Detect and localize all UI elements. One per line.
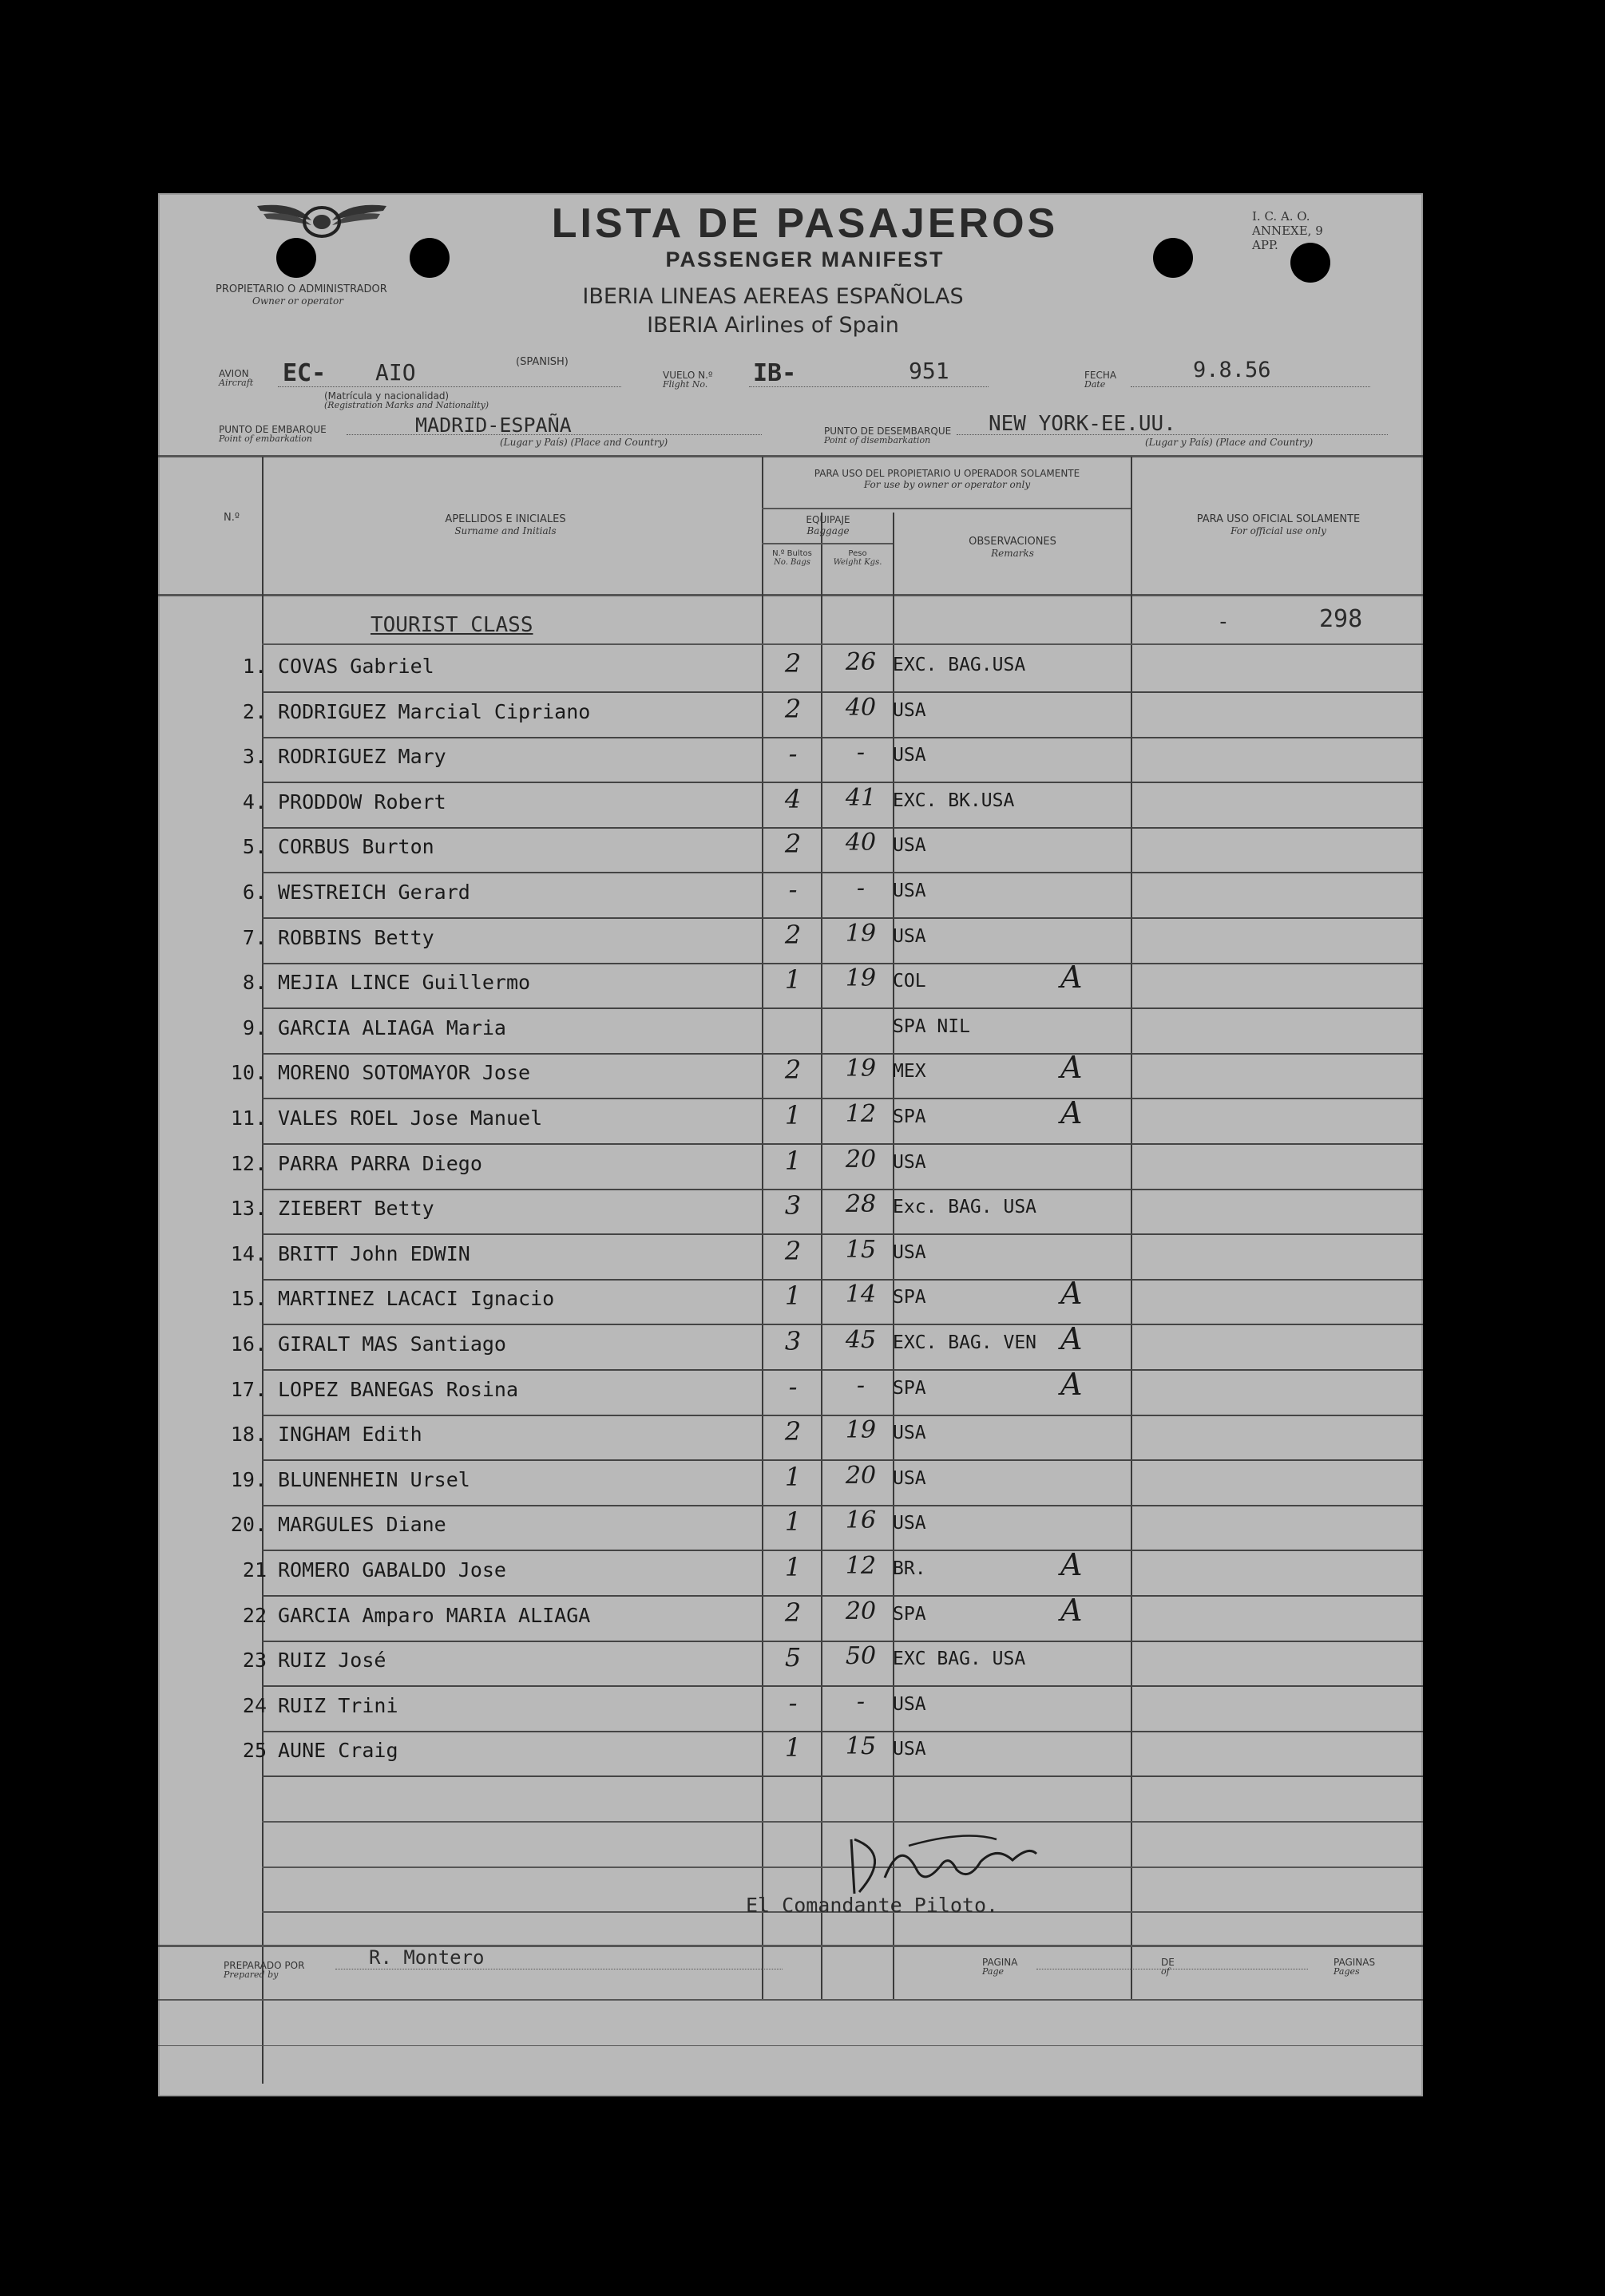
- baggage-bulk: 1: [784, 1145, 802, 1176]
- baggage-bulk: 2: [784, 919, 802, 950]
- date-underline: [1131, 386, 1370, 387]
- embark-note: (Lugar y País) (Place and Country): [500, 437, 668, 448]
- table-bottom-border: [158, 1945, 1423, 1947]
- punch-hole-center-left: [410, 238, 450, 278]
- passenger-name: MORENO SOTOMAYOR Jose: [278, 1061, 531, 1085]
- passenger-row: [158, 1050, 1423, 1099]
- baggage-weight: 16: [845, 1506, 877, 1535]
- passenger-name: AUNE Craig: [278, 1739, 398, 1763]
- baggage-weight: -: [856, 1371, 866, 1399]
- passenger-number: 17.: [230, 1377, 267, 1401]
- passenger-remarks: USA: [893, 1241, 926, 1263]
- header-bottom-border: [158, 594, 1423, 596]
- punch-hole-center-right: [1153, 238, 1193, 278]
- baggage-bulk: -: [788, 1371, 798, 1402]
- baggage-bulk: 5: [784, 1642, 802, 1673]
- passenger-row: [158, 1416, 1423, 1461]
- passenger-name: INGHAM Edith: [278, 1423, 422, 1447]
- passenger-remarks: USA: [893, 745, 926, 766]
- passenger-number: 1.: [242, 655, 267, 678]
- flight-prefix: IB-: [753, 359, 797, 387]
- handwritten-mark: A: [1060, 1547, 1083, 1582]
- baggage-weight: 14: [845, 1281, 877, 1309]
- baggage-bulk: 2: [784, 1597, 802, 1628]
- passenger-number: 25: [242, 1739, 267, 1763]
- passenger-name: VALES ROEL Jose Manuel: [278, 1106, 543, 1130]
- passenger-row: [158, 1321, 1423, 1371]
- of-label-en: of: [1161, 1966, 1170, 1977]
- baggage-weight: 12: [845, 1552, 877, 1580]
- col-header-remarks: [894, 536, 1131, 559]
- pages-label-es: PAGINAS: [1334, 1957, 1376, 1968]
- of-label: [1161, 1958, 1175, 1977]
- passenger-remarks: USA: [893, 699, 926, 721]
- col-header-owner-use: [763, 468, 1131, 490]
- col-header-official-en: For official use only: [1230, 525, 1326, 536]
- embark-label-es: PUNTO DE EMBARQUE: [219, 424, 327, 435]
- aircraft-note: [324, 391, 489, 410]
- passenger-remarks: USA: [893, 1423, 926, 1444]
- passenger-name: RODRIGUEZ Marcial Cipriano: [278, 699, 591, 723]
- baggage-weight: 40: [845, 693, 877, 722]
- manifest-sheet: [158, 193, 1423, 2096]
- passenger-remarks: USA: [893, 1513, 926, 1534]
- aircraft-nationality: (SPANISH): [516, 356, 569, 368]
- passenger-number: 10.: [230, 1061, 267, 1085]
- col-header-weight-en: Weight Kgs.: [833, 558, 882, 567]
- passenger-row: [158, 1190, 1423, 1235]
- handwritten-mark: A: [1060, 1095, 1083, 1130]
- baggage-bulk: 2: [784, 1416, 802, 1447]
- owner-label-es: PROPIETARIO O ADMINISTRADOR: [216, 283, 387, 295]
- passenger-remarks: SPA: [893, 1377, 926, 1399]
- row-rule: [262, 1775, 1423, 1777]
- flight-label: [663, 370, 713, 390]
- passenger-name: RODRIGUEZ Mary: [278, 745, 446, 769]
- baggage-weight: -: [856, 1687, 866, 1716]
- date-label-en: Date: [1084, 379, 1106, 390]
- baggage-weight: 19: [845, 919, 877, 948]
- passenger-number: 19.: [230, 1467, 267, 1491]
- passenger-name: COVAS Gabriel: [278, 655, 434, 678]
- baggage-weight: 41: [845, 783, 877, 812]
- date-label: [1084, 370, 1116, 390]
- passenger-name: PRODDOW Robert: [278, 790, 446, 813]
- passenger-name: CORBUS Burton: [278, 835, 434, 859]
- col-header-remarks-en: Remarks: [991, 548, 1034, 559]
- baggage-bulk: 1: [784, 1506, 802, 1538]
- baggage-weight: -: [856, 738, 866, 767]
- baggage-bulk: 1: [784, 1552, 802, 1582]
- passenger-name: GARCIA ALIAGA Maria: [278, 1015, 506, 1039]
- aircraft-label-es: AVION: [219, 368, 249, 379]
- flight-date: 9.8.56: [1193, 358, 1271, 382]
- passenger-name: RUIZ Trini: [278, 1693, 398, 1717]
- col-header-owner-use-en: For use by owner or operator only: [863, 479, 1031, 490]
- passenger-row: [158, 920, 1423, 964]
- aircraft-prefix: EC-: [283, 359, 327, 387]
- icao-line: ANNEXE, 9: [1252, 224, 1323, 238]
- baggage-bulk: 2: [784, 829, 802, 860]
- prepared-label-en: Prepared by: [224, 1969, 279, 1980]
- passenger-row: [158, 1236, 1423, 1281]
- disembark-underline: [957, 434, 1388, 435]
- col-header-baggage-en: Baggage: [806, 525, 850, 536]
- baggage-bulk: 1: [784, 1100, 802, 1130]
- passenger-remarks: COL: [893, 971, 926, 992]
- disembark-note: (Lugar y País) (Place and Country): [1145, 437, 1314, 448]
- passenger-remarks: USA: [893, 1739, 926, 1760]
- section-underline: [262, 643, 1423, 645]
- handwritten-mark: A: [1060, 1366, 1083, 1402]
- disembark-place: NEW YORK-EE.UU.: [989, 412, 1176, 436]
- passenger-name: PARRA PARRA Diego: [278, 1151, 482, 1175]
- passenger-remarks: USA: [893, 881, 926, 901]
- passenger-remarks: EXC BAG. USA: [893, 1649, 1026, 1670]
- passenger-name: BLUNENHEIN Ursel: [278, 1467, 470, 1491]
- passenger-name: LOPEZ BANEGAS Rosina: [278, 1377, 519, 1401]
- baggage-weight: 26: [845, 648, 877, 676]
- passenger-name: MARTINEZ LACACI Ignacio: [278, 1287, 555, 1311]
- aircraft-label-en: Aircraft: [219, 378, 254, 388]
- table-top-border: [158, 455, 1423, 457]
- passenger-row: [158, 1547, 1423, 1597]
- baggage-subheader-line: [762, 543, 893, 544]
- embark-label: [219, 425, 327, 444]
- passenger-row: [158, 1688, 1423, 1732]
- baggage-bulk: 3: [784, 1326, 802, 1356]
- col-header-bulk-en: No. Bags: [774, 558, 810, 567]
- baggage-bulk: 2: [784, 693, 802, 724]
- passenger-remarks: SPA: [893, 1106, 926, 1127]
- baggage-bulk: 2: [784, 1055, 802, 1086]
- col-header-official: [1134, 514, 1423, 536]
- passenger-remarks: SPA: [893, 1603, 926, 1625]
- footer-line-2: [158, 2045, 1423, 2046]
- passenger-number: 9.: [242, 1015, 267, 1039]
- passenger-row: [158, 1462, 1423, 1506]
- baggage-weight: 15: [845, 1235, 877, 1264]
- passenger-remarks: EXC. BK.USA: [893, 790, 1015, 811]
- passenger-row: [158, 829, 1423, 873]
- passenger-remarks: USA: [893, 1467, 926, 1489]
- passenger-row: [158, 960, 1423, 1009]
- col-header-surname-en: Surname and Initials: [454, 525, 557, 536]
- icao-line: I. C. A. O.: [1252, 209, 1310, 224]
- baggage-bulk: -: [788, 874, 798, 905]
- baggage-weight: 20: [845, 1461, 877, 1490]
- passenger-remarks: EXC. BAG. VEN: [893, 1332, 1037, 1353]
- baggage-bulk: 1: [784, 1461, 802, 1492]
- passenger-row: [158, 784, 1423, 829]
- passenger-number: 13.: [230, 1197, 267, 1221]
- aircraft-note-es: (Matrícula y nacionalidad): [324, 390, 450, 402]
- pages-label-en: Pages: [1334, 1966, 1360, 1977]
- passenger-number: 14.: [230, 1241, 267, 1265]
- passenger-name: ZIEBERT Betty: [278, 1197, 434, 1221]
- disembark-label: [824, 426, 951, 445]
- section-class: TOURIST CLASS: [371, 613, 533, 637]
- page-label-es: PAGINA: [982, 1957, 1018, 1968]
- col-header-baggage-es: EQUIPAJE: [806, 514, 850, 525]
- flight-underline: [749, 386, 989, 387]
- col-header-bulk: [763, 549, 821, 567]
- handwritten-mark: A: [1060, 1276, 1083, 1312]
- passenger-remarks: USA: [893, 1151, 926, 1173]
- col-header-official-es: PARA USO OFICIAL SOLAMENTE: [1196, 513, 1361, 525]
- passenger-row: [158, 1366, 1423, 1416]
- baggage-weight: 45: [845, 1326, 877, 1354]
- passenger-remarks: SPA: [893, 1287, 926, 1308]
- passenger-remarks: USA: [893, 835, 926, 857]
- col-header-weight: [822, 549, 893, 567]
- passenger-number: 7.: [242, 925, 267, 949]
- passenger-name: GARCIA Amparo MARIA ALIAGA: [278, 1603, 591, 1627]
- airline-name: [565, 283, 981, 340]
- aircraft-note-en: (Registration Marks and Nationality): [324, 400, 489, 410]
- passenger-row: [158, 874, 1423, 919]
- handwritten-mark: A: [1060, 1592, 1083, 1628]
- passenger-row: [158, 1276, 1423, 1325]
- baggage-weight: 15: [845, 1732, 877, 1761]
- prepared-label-es: PREPARADO POR: [224, 1960, 305, 1971]
- disembark-label-es: PUNTO DE DESEMBARQUE: [824, 426, 952, 437]
- prepared-label: [224, 1961, 304, 1980]
- col-header-surname-es: APELLIDOS E INICIALES: [445, 513, 566, 525]
- baggage-bulk: 1: [784, 1732, 802, 1764]
- pilot-label: El Comandante Piloto.: [746, 1894, 999, 1917]
- passenger-number: 6.: [242, 881, 267, 904]
- passenger-row: [158, 694, 1423, 738]
- disembark-label-en: Point of disembarkation: [824, 435, 931, 445]
- passenger-number: 21: [242, 1558, 267, 1581]
- passenger-number: 2.: [242, 699, 267, 723]
- owner-label-en: Owner or operator: [252, 295, 343, 307]
- flight-label-en: Flight No.: [663, 379, 708, 390]
- baggage-bulk: -: [788, 1687, 798, 1718]
- date-label-es: FECHA: [1084, 370, 1117, 381]
- embark-underline: [347, 434, 762, 435]
- passenger-number: 24: [242, 1693, 267, 1717]
- pages-label: [1334, 1958, 1375, 1977]
- passenger-row: [158, 1010, 1423, 1055]
- passenger-name: BRITT John EDWIN: [278, 1241, 470, 1265]
- embark-place: MADRID-ESPAÑA: [415, 414, 572, 437]
- baggage-weight: 20: [845, 1145, 877, 1174]
- form-title: LISTA DE PASAJEROS: [551, 200, 1059, 247]
- passenger-row: [158, 1732, 1423, 1777]
- passenger-number: 5.: [242, 835, 267, 859]
- aircraft-label: [219, 369, 253, 388]
- baggage-bulk: 3: [784, 1190, 802, 1221]
- owner-subheader-line: [762, 508, 1131, 509]
- col-header-surname: [318, 514, 693, 536]
- airline-name-es: IBERIA LINEAS AEREAS ESPAÑOLAS: [582, 284, 964, 309]
- official-number: 298: [1319, 605, 1363, 633]
- passenger-number: 11.: [230, 1106, 267, 1130]
- airline-name-en: IBERIA Airlines of Spain: [647, 313, 899, 338]
- passenger-remarks: Exc. BAG. USA: [893, 1197, 1037, 1218]
- col-header-no: N.º: [224, 512, 240, 524]
- passenger-name: ROMERO GABALDO Jose: [278, 1558, 506, 1581]
- col-header-baggage: [763, 514, 893, 536]
- baggage-weight: 40: [845, 829, 877, 857]
- baggage-weight: 12: [845, 1100, 877, 1128]
- passenger-number: 16.: [230, 1332, 267, 1356]
- passenger-row: [158, 1146, 1423, 1190]
- passenger-remarks: MEX: [893, 1061, 926, 1083]
- baggage-weight: -: [856, 874, 866, 902]
- baggage-weight: 19: [845, 1055, 877, 1083]
- aircraft-underline: [278, 386, 621, 387]
- passenger-number: 23: [242, 1649, 267, 1673]
- aircraft-registration: AIO: [375, 359, 416, 386]
- passenger-name: WESTREICH Gerard: [278, 881, 470, 904]
- passenger-row: [158, 738, 1423, 783]
- baggage-bulk: 1: [784, 964, 802, 996]
- baggage-bulk: 2: [784, 648, 802, 679]
- icao-line: APP.: [1252, 238, 1278, 252]
- col-header-bulk-es: N.º Bultos: [772, 549, 812, 558]
- footer-line: [158, 1999, 1423, 2001]
- page-label-en: Page: [982, 1966, 1005, 1977]
- page-label: [982, 1958, 1018, 1977]
- form-subtitle: PASSENGER MANIFEST: [665, 247, 945, 271]
- passenger-number: 3.: [242, 745, 267, 769]
- passenger-remarks: EXC. BAG.USA: [893, 655, 1026, 675]
- passenger-remarks: BR.: [893, 1558, 926, 1579]
- handwritten-mark: A: [1060, 960, 1083, 996]
- baggage-bulk: -: [788, 738, 798, 770]
- embark-label-en: Point of embarkation: [219, 433, 312, 444]
- passenger-number: 15.: [230, 1287, 267, 1311]
- passenger-row: [158, 1506, 1423, 1551]
- passenger-name: MARGULES Diane: [278, 1513, 446, 1537]
- passenger-remarks: SPA NIL: [893, 1015, 970, 1037]
- col-header-weight-es: Peso: [848, 549, 867, 558]
- passenger-number: 22: [242, 1603, 267, 1627]
- passenger-number: 8.: [242, 971, 267, 995]
- owner-label: [216, 284, 387, 307]
- baggage-weight: 50: [845, 1642, 877, 1671]
- passenger-row: [158, 1095, 1423, 1145]
- passenger-row: [158, 1642, 1423, 1687]
- passenger-number: 20.: [230, 1513, 267, 1537]
- baggage-weight: 20: [845, 1597, 877, 1625]
- passenger-name: RUIZ José: [278, 1649, 386, 1673]
- handwritten-mark: A: [1060, 1050, 1083, 1086]
- passenger-number: 18.: [230, 1423, 267, 1447]
- baggage-bulk: 4: [784, 783, 802, 814]
- passenger-remarks: USA: [893, 1693, 926, 1715]
- col-header-remarks-es: OBSERVACIONES: [969, 536, 1056, 548]
- passenger-remarks: USA: [893, 925, 926, 947]
- handwritten-mark: A: [1060, 1321, 1083, 1356]
- baggage-weight: 19: [845, 964, 877, 993]
- passenger-name: GIRALT MAS Santiago: [278, 1332, 506, 1356]
- passenger-name: MEJIA LINCE Guillermo: [278, 971, 531, 995]
- flight-number: 951: [909, 358, 949, 384]
- passenger-row: [158, 648, 1423, 693]
- passenger-row: [158, 1592, 1423, 1642]
- prepared-by-value: R. Montero: [369, 1946, 485, 1969]
- icao-reference: [1252, 209, 1323, 252]
- of-label-es: DE: [1161, 1957, 1175, 1968]
- col-header-owner-use-es: PARA USO DEL PROPIETARIO U OPERADOR SOLAMENTE: [814, 468, 1080, 479]
- baggage-weight: 28: [845, 1190, 877, 1219]
- baggage-bulk: 1: [784, 1281, 802, 1312]
- baggage-weight: 19: [845, 1416, 877, 1445]
- baggage-bulk: 2: [784, 1235, 802, 1266]
- airline-wings-logo: [256, 198, 388, 247]
- flight-label-es: VUELO N.º: [663, 370, 713, 381]
- official-dash: -: [1217, 610, 1230, 634]
- passenger-name: ROBBINS Betty: [278, 925, 434, 949]
- passenger-number: 12.: [230, 1151, 267, 1175]
- passenger-number: 4.: [242, 790, 267, 813]
